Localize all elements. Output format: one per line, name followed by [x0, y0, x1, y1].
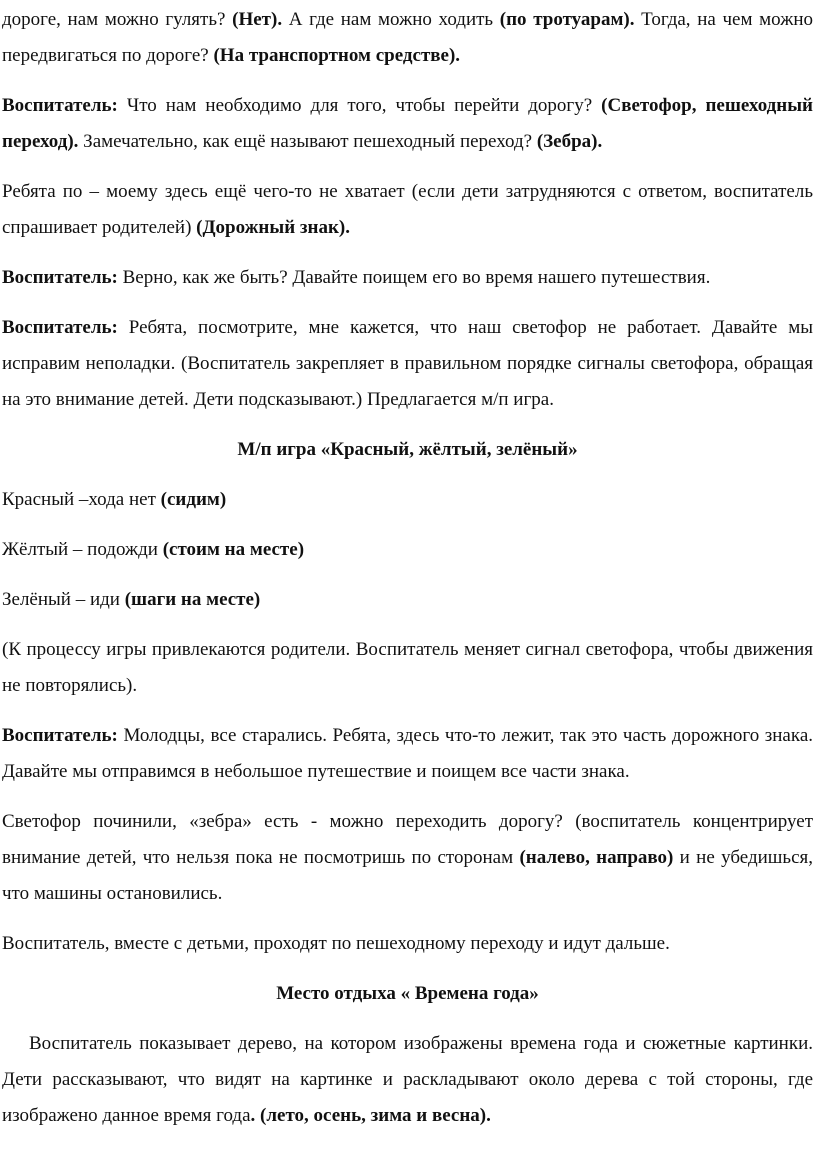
- speaker-label: Воспитатель:: [2, 267, 118, 288]
- section-heading-rest: Место отдыха « Времена года»: [276, 983, 539, 1004]
- game-line-green: Зелёный – иди (шаги на месте): [2, 589, 261, 610]
- speaker-label: Воспитатель:: [2, 317, 118, 338]
- paragraph-10: Воспитатель показывает дерево, на котором изображены времена года и сюжетные картинки. Дети рассказывают, что видят на картинке и раскладывают около дерева с той стороны, где изображено данное время года. (лето, осень, зима и весна).: [2, 1033, 813, 1126]
- paragraph-9: Воспитатель, вместе с детьми, проходят по пешеходному переходу и идут дальше.: [2, 933, 670, 954]
- paragraph-2: Воспитатель: Что нам необходимо для того, чтобы перейти дорогу? (Светофор, пешеходный переход). Замечательно, как ещё называют пешеходный переход? (Зебра).: [2, 95, 813, 152]
- document-page: [2, 0, 813, 1134]
- paragraph-3: Ребята по – моему здесь ещё чего-то не хватает (если дети затрудняются с ответом, воспитатель спрашивает родителей) (Дорожный знак).: [2, 181, 813, 238]
- paragraph-6: (К процессу игры привлекаются родители. Воспитатель меняет сигнал светофора, чтобы движения не повторялись).: [2, 639, 813, 696]
- speaker-label: Воспитатель:: [2, 725, 118, 746]
- game-line-yellow: Жёлтый – подожди (стоим на месте): [2, 539, 305, 560]
- paragraph-7: Воспитатель: Молодцы, все старались. Ребята, здесь что-то лежит, так это часть дорожного знака. Давайте мы отправимся в небольшое путешествие и поищем все части знака.: [2, 725, 813, 782]
- paragraph-5: Воспитатель: Ребята, посмотрите, мне кажется, что наш светофор не работает. Давайте мы исправим неполадки. (Воспитатель закрепляет в правильном порядке сигналы светофора, обращая на это внимание детей. Дети подсказывают.) Предлагается м/п игра.: [2, 317, 813, 410]
- section-heading-game: М/п игра «Красный, жёлтый, зелёный»: [237, 439, 578, 460]
- paragraph-8: Светофор починили, «зебра» есть - можно переходить дорогу? (воспитатель концентрирует внимание детей, что нельзя пока не посмотришь по сторонам (налево, направо) и не убедишься, что машины остановились.: [2, 811, 813, 904]
- paragraph-4: Воспитатель: Верно, как же быть? Давайте поищем его во время нашего путешествия.: [2, 267, 711, 288]
- paragraph-1: дороге, нам можно гулять? (Нет). А где нам можно ходить (по тротуарам). Тогда, на чем можно передвигаться по дороге? (На транспортном средстве).: [2, 9, 813, 66]
- game-line-red: Красный –хода нет (сидим): [2, 489, 227, 510]
- speaker-label: Воспитатель:: [2, 95, 118, 116]
